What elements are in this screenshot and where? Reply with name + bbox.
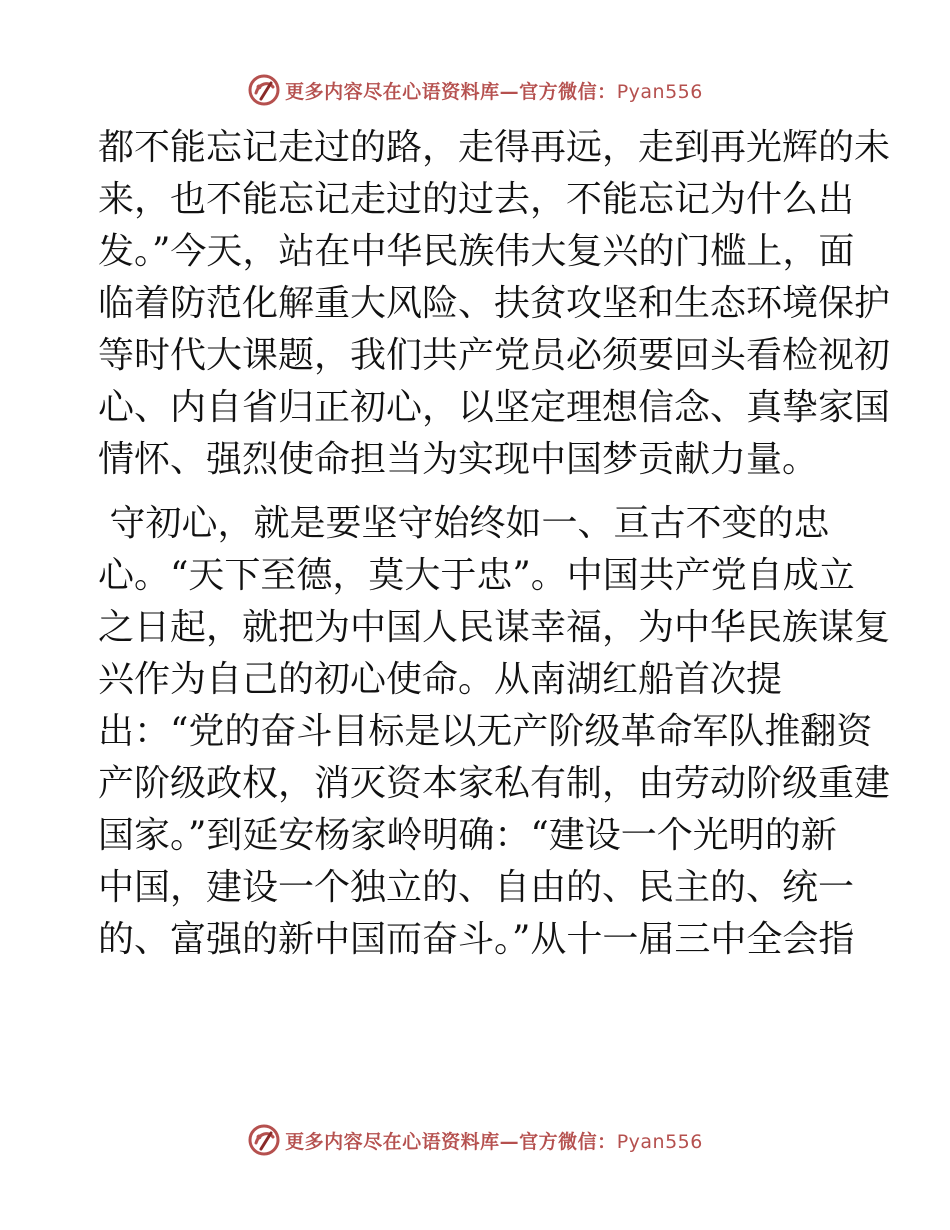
paragraph-2 — [98, 498, 891, 966]
text-line: 情怀、强烈使命担当为实现中国梦贡献力量。 — [98, 439, 819, 480]
text-line: 产阶级政权，消灭资本家私有制，由劳动阶级重建 — [98, 763, 891, 804]
text-line: 等时代大课题，我们共产党员必须要回头看检视初 — [98, 335, 891, 376]
text-line: 兴作为自己的初心使命。从南湖红船首次提 — [98, 659, 783, 700]
text-line: 来，也不能忘记走过的过去，不能忘记为什么出 — [98, 179, 855, 220]
text-line: 国家。”到延安杨家岭明确：“建设一个光明的新 — [98, 815, 837, 856]
text-line: 发。”今天，站在中华民族伟大复兴的门槛上，面 — [98, 231, 855, 272]
text-line: 守初心，就是要坚守始终如一、亘古不变的忠 — [98, 503, 830, 544]
text-line: 的、富强的新中国而奋斗。”从十一届三中全会指 — [98, 919, 855, 960]
footer-site-text: 更多内容尽在心语资料库 — [285, 1130, 500, 1153]
footer-dash: — — [499, 1130, 520, 1153]
text-line: 之日起，就把为中国人民谋幸福，为中华民族谋复 — [98, 607, 891, 648]
header-site-text: 更多内容尽在心语资料库 — [285, 80, 500, 103]
header-dash: — — [499, 80, 520, 103]
footer-contact-id: Pyan556 — [616, 1130, 703, 1153]
footer-banner — [0, 1120, 950, 1160]
header-banner — [0, 70, 950, 110]
footer-contact-label: 官方微信： — [519, 1130, 617, 1153]
text-line: 心、内自省归正初心，以坚定理想信念、真挚家国 — [98, 387, 891, 428]
paragraph-gap — [98, 486, 850, 498]
document-body — [98, 122, 891, 966]
footer-text — [285, 1127, 703, 1154]
text-line: 临着防范化解重大风险、扶贫攻坚和生态环境保护 — [98, 283, 891, 324]
text-line: 都不能忘记走过的路，走得再远，走到再光辉的未 — [98, 127, 891, 168]
text-line: 中国，建设一个独立的、自由的、民主的、统一 — [98, 867, 855, 908]
text-line: 出：“党的奋斗目标是以无产阶级革命军队推翻资 — [98, 711, 873, 752]
red-swirl-logo-icon — [247, 73, 281, 107]
red-swirl-logo-icon — [247, 1123, 281, 1157]
header-contact-label: 官方微信： — [519, 80, 617, 103]
header-contact-id: Pyan556 — [616, 80, 703, 103]
paragraph-1 — [98, 122, 891, 486]
header-text — [285, 77, 703, 104]
text-line: 心。“天下至德，莫大于忠”。中国共产党自成立 — [98, 555, 855, 596]
